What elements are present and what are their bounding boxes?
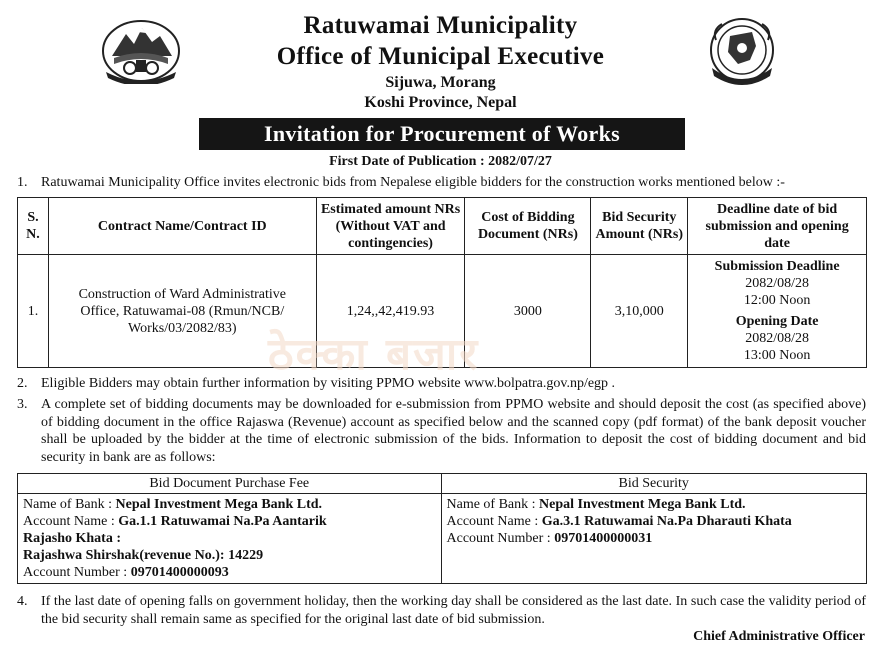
- clause-text: If the last date of opening falls on government holiday, then the working day shall be considered as the last date. In such case the validity period of the bid security shall remain same as specified for the original last date of bid submission.: [41, 594, 866, 627]
- account-name-value: Ga.1.1 Ratuwamai Na.Pa Aantarik: [118, 514, 327, 529]
- clause-text: Ratuwamai Municipality Office invites electronic bids from Nepalese eligible bidders for the construction works mentioned below :-: [41, 175, 785, 190]
- cell-contract: Construction of Ward Administrative Office, Ratuwamai-08 (Rmun/NCB/ Works/03/2082/83): [48, 255, 316, 368]
- notice-title-banner: Invitation for Procurement of Works: [199, 118, 685, 150]
- col-header-doc-cost: Cost of Bidding Document (NRs): [465, 198, 591, 255]
- table-header-row: [18, 474, 867, 494]
- security-heading: Bid Security: [441, 474, 867, 494]
- clause-1: [17, 174, 866, 192]
- publication-date: First Date of Publication : 2082/07/27: [329, 154, 552, 169]
- bank-label: Name of Bank :: [446, 497, 540, 512]
- address-line-1: Sijuwa, Morang: [385, 74, 496, 91]
- col-header-estimate: Estimated amount NRs (Without VAT and contingencies): [316, 198, 465, 255]
- clause-number: 3.: [17, 397, 28, 412]
- account-name-cont: Rajasho Khata :: [23, 531, 122, 546]
- fee-details: [18, 494, 442, 584]
- submission-date: 2082/08/28: [745, 276, 809, 291]
- opening-date: 2082/08/28: [745, 331, 809, 346]
- clause-3: [17, 396, 866, 466]
- clause-number: 4.: [17, 594, 28, 609]
- submission-label: Submission Deadline: [714, 259, 840, 274]
- clause-text: A complete set of bidding documents may be downloaded for e-submission from PPMO website and should deposit the cost (as specified above) of bidding document in the office Rajaswa (Revenue) account as specified below and the scanned copy (pdf format) of the bank deposit voucher shall be uploaded by the bidder at the time of electronic submission of the bids. Information to deposit the cost of bidding document and bid security in bank are as follows:: [41, 397, 866, 465]
- cell-estimate: 1,24,,42,419.93: [316, 255, 465, 368]
- cell-deadline: [688, 255, 867, 368]
- org-name: Ratuwamai Municipality: [303, 12, 578, 39]
- opening-time: 13:00 Noon: [743, 348, 811, 363]
- account-number-label: Account Number :: [23, 565, 131, 580]
- table-row: [18, 494, 867, 584]
- bank-details-table: [17, 473, 867, 584]
- address-line-2: Koshi Province, Nepal: [364, 94, 517, 111]
- clause-number: 2.: [17, 376, 28, 391]
- col-header-contract: Contract Name/Contract ID: [48, 198, 316, 255]
- account-number-value: 09701400000093: [130, 565, 229, 580]
- account-name-label: Account Name :: [446, 514, 542, 529]
- cell-sn: 1.: [18, 255, 49, 368]
- account-number-value: 09701400000031: [554, 531, 653, 546]
- clause-2: [17, 375, 866, 393]
- clause-text: Eligible Bidders may obtain further information by visiting PPMO website www.bolpatra.gov.np/egp .: [41, 376, 616, 391]
- security-details: [441, 494, 867, 584]
- bank-value: Nepal Investment Mega Bank Ltd.: [539, 497, 746, 512]
- watermark: ठेक्का बजार: [268, 329, 480, 380]
- table-header-row: [18, 198, 867, 255]
- signatory-title: Chief Administrative Officer: [693, 629, 865, 644]
- account-number-label: Account Number :: [446, 531, 555, 546]
- bank-value: Nepal Investment Mega Bank Ltd.: [115, 497, 323, 512]
- submission-time: 12:00 Noon: [743, 293, 811, 308]
- cell-security: 3,10,000: [591, 255, 688, 368]
- account-name-value: Ga.3.1 Ratuwamai Na.Pa Dharauti Khata: [541, 514, 792, 529]
- opening-label: Opening Date: [735, 314, 819, 329]
- fee-heading: Bid Document Purchase Fee: [18, 474, 442, 494]
- bank-label: Name of Bank :: [23, 497, 116, 512]
- cell-doc-cost: 3000: [465, 255, 591, 368]
- account-name-label: Account Name :: [23, 514, 119, 529]
- revenue-number: Rajashwa Shirshak(revenue No.): 14229: [23, 548, 264, 563]
- office-name: Office of Municipal Executive: [276, 43, 605, 70]
- col-header-deadline: Deadline date of bid submission and opening date: [688, 198, 867, 255]
- col-header-sn: S. N.: [18, 198, 49, 255]
- clause-4: [17, 593, 866, 628]
- clause-number: 1.: [17, 175, 28, 190]
- col-header-security: Bid Security Amount (NRs): [591, 198, 688, 255]
